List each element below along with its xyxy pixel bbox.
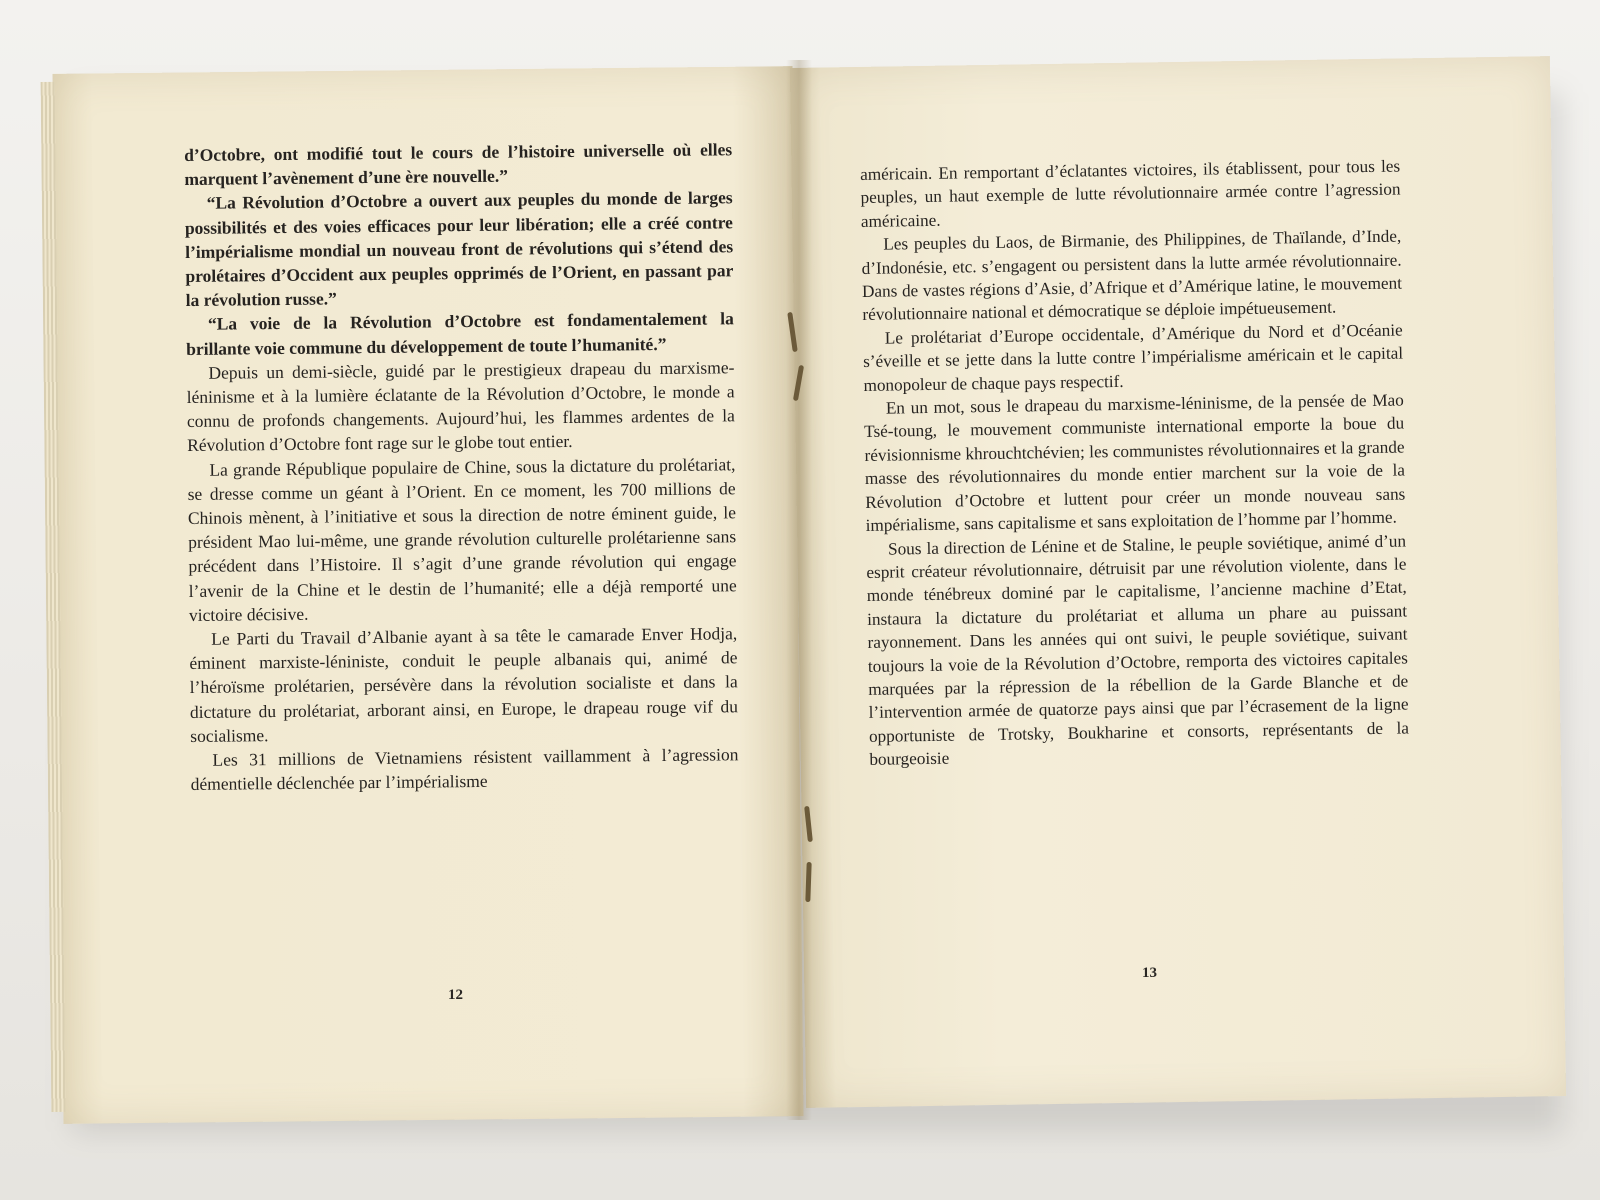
left-page-text xyxy=(184,137,739,796)
right-paragraph: américain. En remportant d’éclatantes victoires, ils établissent, pour tous les peuples, un haut exemple de lutte révolutionnaire armée contre l’agression américaine. xyxy=(860,156,1401,231)
spine-gutter xyxy=(786,60,812,1120)
left-paragraph: Le Parti du Travail d’Albanie ayant à sa tête le camarade Enver Hodja, éminent marxiste-léniniste, conduit le peuple albanais qui, animé de l’héroïsme prolétarien, persévère dans la révolution socialiste et dans la dictature du prolétariat, arborant ainsi, en Europe, le drapeau rouge vif du socialisme. xyxy=(189,623,739,746)
page-number-left: 12 xyxy=(448,987,463,1003)
right-paragraph: Le prolétariat d’Europe occidentale, d’Amérique du Nord et d’Océanie s’éveille et se jette dans la lutte contre l’impérialisme américain et le capital monopoleur de chaque pays respectif. xyxy=(862,320,1404,395)
right-paragraph: Sous la direction de Lénine et de Staline, le peuple soviétique, animé d’un esprit créateur révolutionnaire, détruisit par une révolution violente, dans le monde ténébreux dominé par le capitalisme, l’ancienne machine d’Etat, instaura la dictature du prolétariat et alluma un phare au puissant rayonnement. Dans les années qui ont suivi, le peuple soviétique, suivant toujours la voie de la Révolution d’Octobre, remporta des victoires capitales marquées par la répression de la rébellion de la Garde Blanche et de l’intervention armée de quatorze pays ainsi que par l’écrasement de la ligne opportuniste de Trotsky, Boukharine et consorts, représentants de la bourgeoisie xyxy=(866,530,1410,770)
left-paragraph: d’Octobre, ont modifié tout le cours de l’histoire universelle où elles marquent l’avènement d’une ère nouvelle.” xyxy=(184,139,733,190)
page-stack-edge xyxy=(41,82,66,1112)
right-paragraph: En un mot, sous le drapeau du marxisme-léninisme, de la pensée de Mao Tsé-toung, le mouvement communiste international emporte la boue du révisionnisme khrouchtchévien; les communistes révolutionnaires et la grande masse des révolutionnaires du monde entier marchent sur la voie de la Révolution d’Octobre et luttent pour créer un monde nouveau sans impérialisme, sans capitalisme et sans exploitation de l’homme par l’homme. xyxy=(864,390,1406,536)
left-paragraph: Depuis un demi-siècle, guidé par le prestigieux drapeau du marxisme-léninisme et à la lumière éclatante de la Révolution d’Octobre, le monde a connu de profonds changements. Aujourd’hui, les flammes ardentes de la Révolution d’Octobre font rage sur le globe tout entier. xyxy=(186,357,735,456)
page-number-right: 13 xyxy=(1142,965,1157,981)
left-paragraph: Les 31 millions de Vietnamiens résistent vaillamment à l’agression démentielle déclenchée par l’impérialisme xyxy=(190,744,739,795)
right-page-text xyxy=(860,155,1409,772)
right-paragraph: Les peuples du Laos, de Birmanie, des Philippines, de Thaïlande, d’Inde, d’Indonésie, etc. s’engagent ou persistent dans la lutte armée révolutionnaire. Dans de vastes régions d’Asie, d’Afrique et d’Amérique latine, le mouvement révolutionnaire national et démocratique se déploie impétueusement. xyxy=(861,226,1403,325)
left-paragraph: La grande République populaire de Chine, sous la dictature du prolétariat, se dresse comme un géant à l’Orient. En ce moment, les 700 millions de Chinois mènent, à l’initiative et sous la direction de notre éminent guide, le président Mao lui-même, une grande révolution culturelle prolétarienne sans précédent dans l’Histoire. Il s’agit d’une grande révolution qui engage l’avenir de la Chine et le destin de l’humanité; elle a déjà remporté une victoire décisive. xyxy=(187,453,737,625)
left-paragraph: “La Révolution d’Octobre a ouvert aux peuples du monde de larges possibilités et des voies efficaces pour leur libération; elle a créé contre l’impérialisme mondial un nouveau front de révolutions qui s’étend des prolétaires d’Occident aux peuples opprimés de l’Orient, en passant par la révolution russe.” xyxy=(184,187,734,311)
left-paragraph: “La voie de la Révolution d’Octobre est fondamentalement la brillante voie commune du développement de toute l’humanité.” xyxy=(186,308,734,359)
